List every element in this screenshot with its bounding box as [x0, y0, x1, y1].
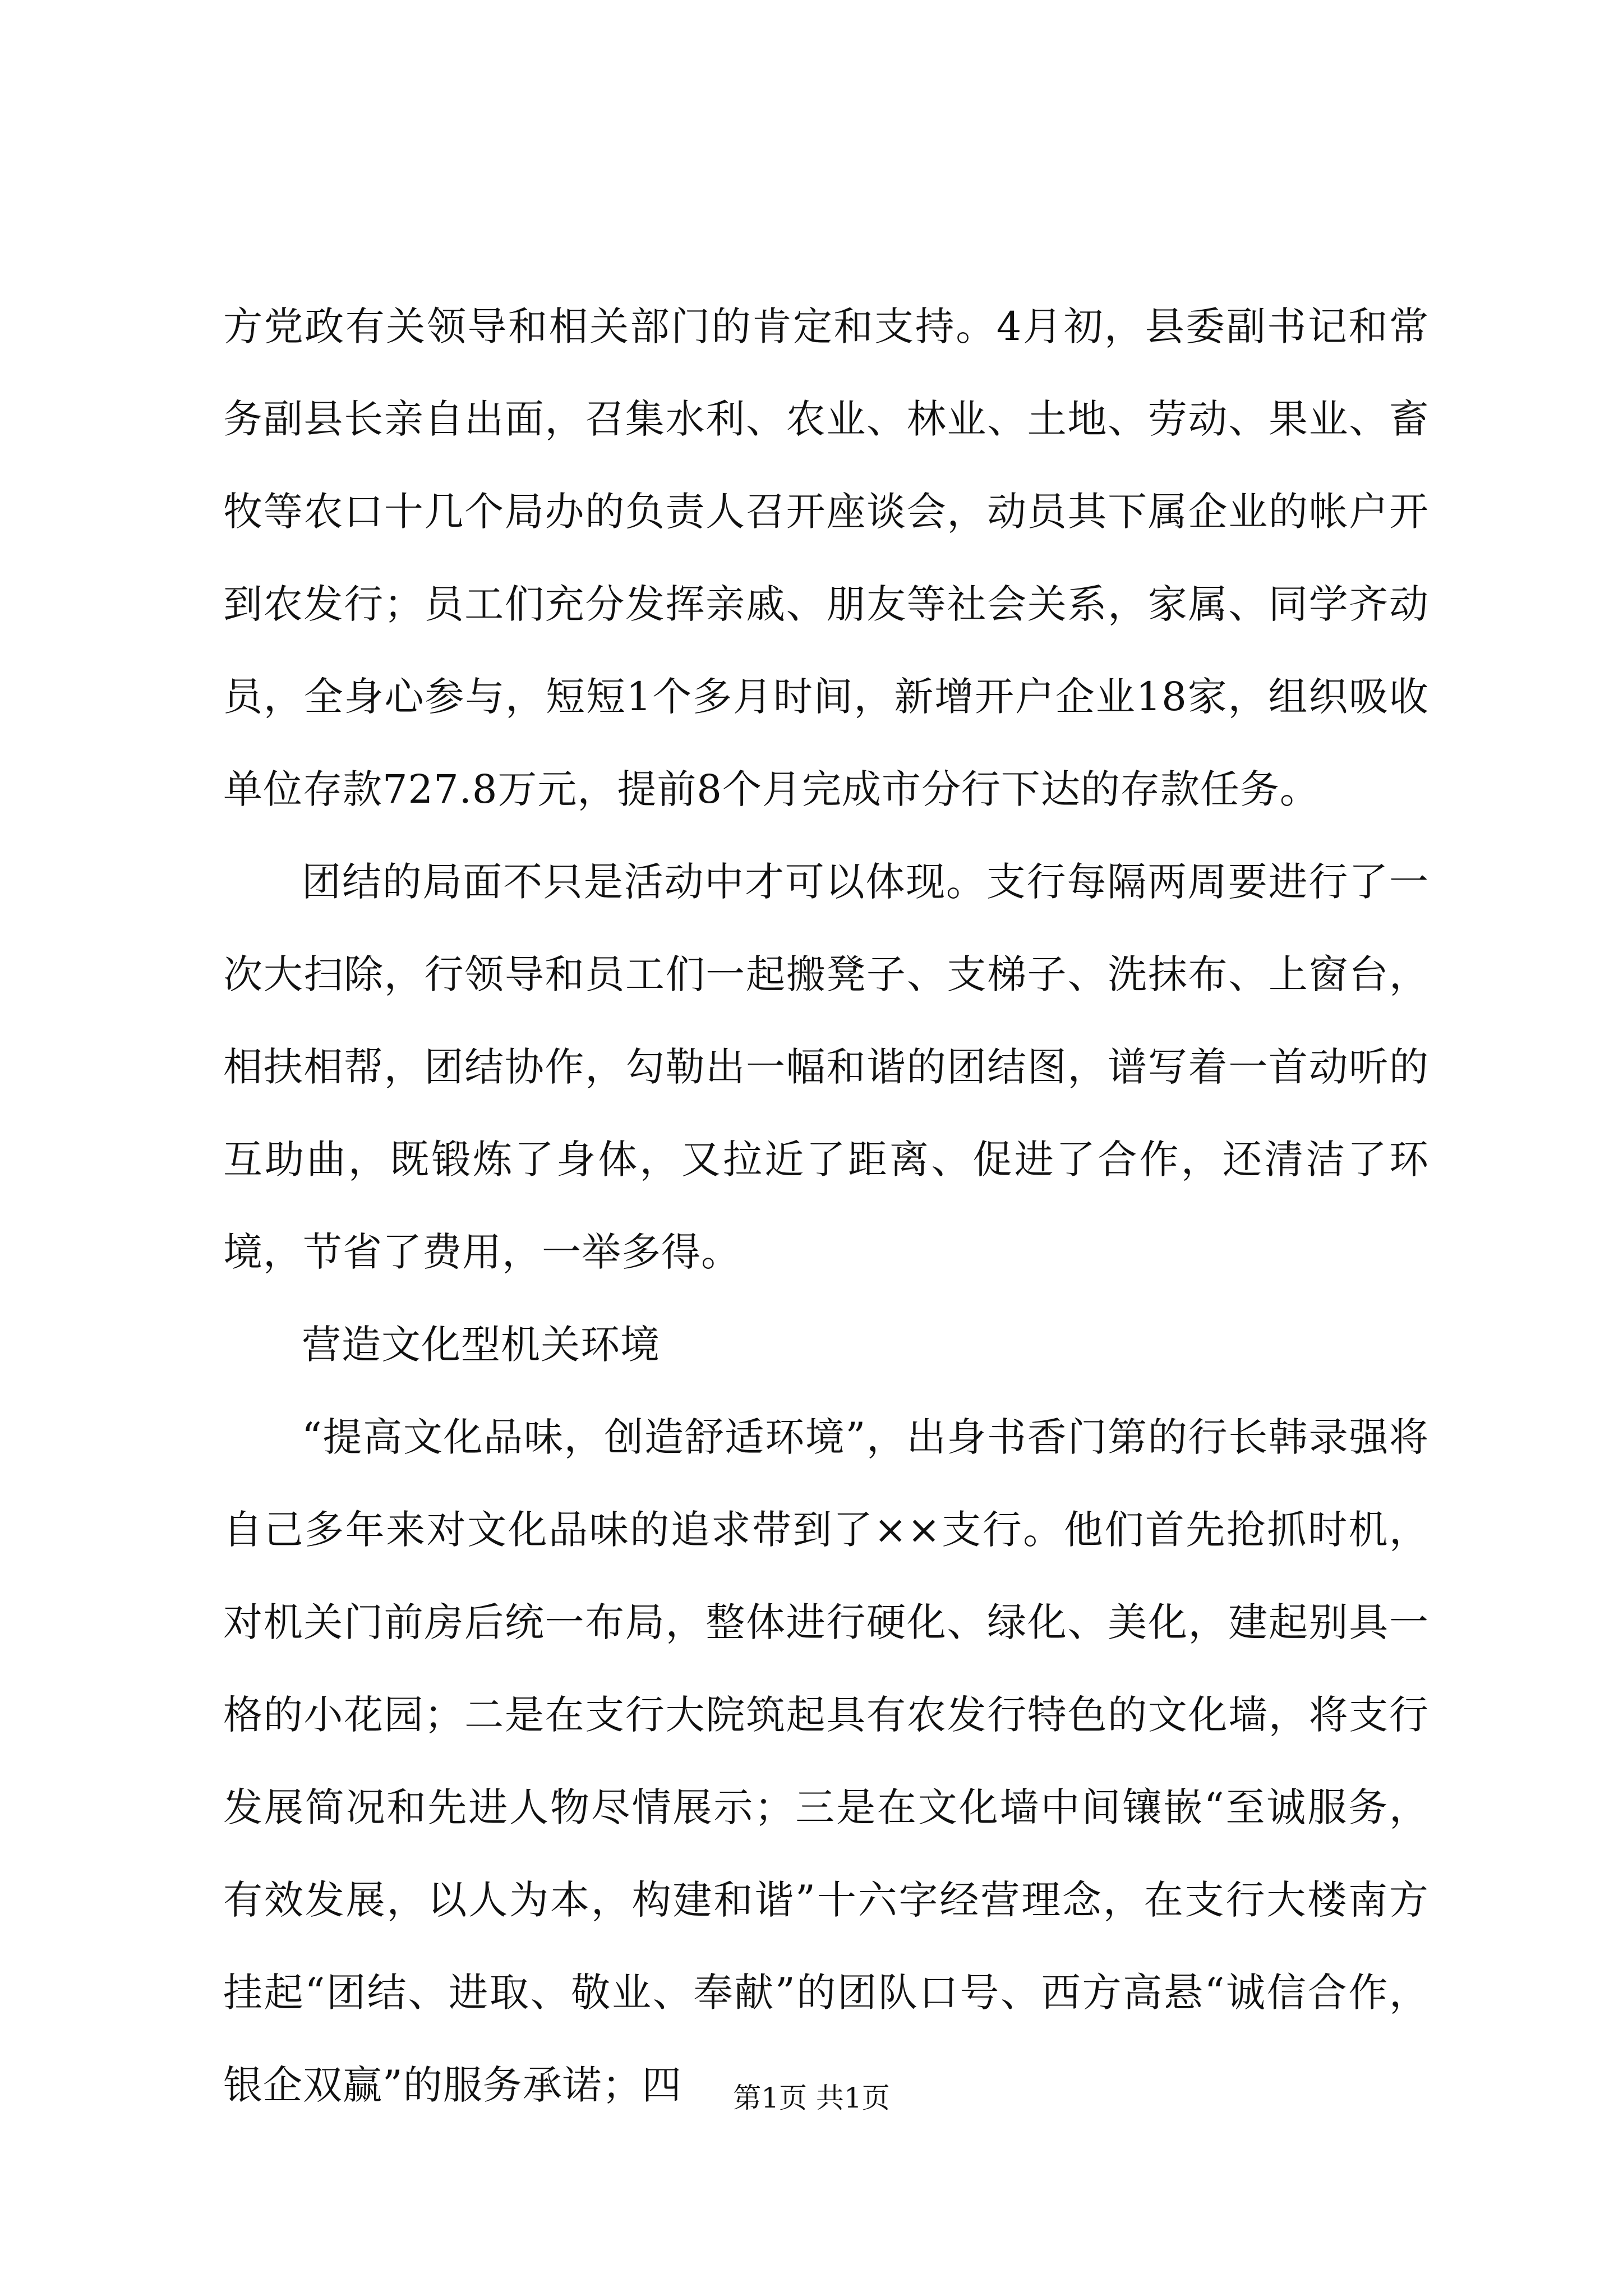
page-footer: 第1页 共1页: [733, 2082, 890, 2114]
document-body: [223, 280, 1429, 2132]
section-heading: 营造文化型机关环境: [302, 1322, 660, 1368]
paragraph-continuation: 方党政有关领导和相关部门的肯定和支持。4月初，县委副书记和常务副县长亲自出面，召集水利、农业、林业、土地、劳动、果业、畜牧等农口十几个局办的负责人召开座谈会，动员其下属企业的帐户开到农发行；员工们充分发挥亲戚、朋友等社会关系，家属、同学齐动员，全身心参与，短短1个多月时间，新增开户企业18家，组织吸收单位存款727.8万元，提前8个月完成市分行下达的存款任务。: [223, 303, 1429, 812]
paragraph-culture: “提高文化品味，创造舒适环境”，出身书香门第的行长韩录强将自己多年来对文化品味的追求带到了××支行。他们首先抢抓时机，对机关门前房后统一布局，整体进行硬化、绿化、美化，建起别具一格的小花园；二是在支行大院筑起具有农发行特色的文化墙，将支行发展简况和先进人物尽情展示；三是在文化墙中间镶嵌“至诚服务，有效发展，以人为本，构建和谐”十六字经营理念，在支行大楼南方挂起“团结、进取、敬业、奉献”的团队口号、西方高悬“诚信合作，银企双赢”的服务承诺；四: [223, 1414, 1429, 2108]
paragraph-unity: 团结的局面不只是活动中才可以体现。支行每隔两周要进行了一次大扫除，行领导和员工们一起搬凳子、支梯子、洗抹布、上窗台，相扶相帮，团结协作，勾勒出一幅和谐的团结图，谱写着一首动听的互助曲，既锻炼了身体，又拉近了距离、促进了合作，还清洁了环境，节省了费用，一举多得。: [223, 859, 1429, 1275]
